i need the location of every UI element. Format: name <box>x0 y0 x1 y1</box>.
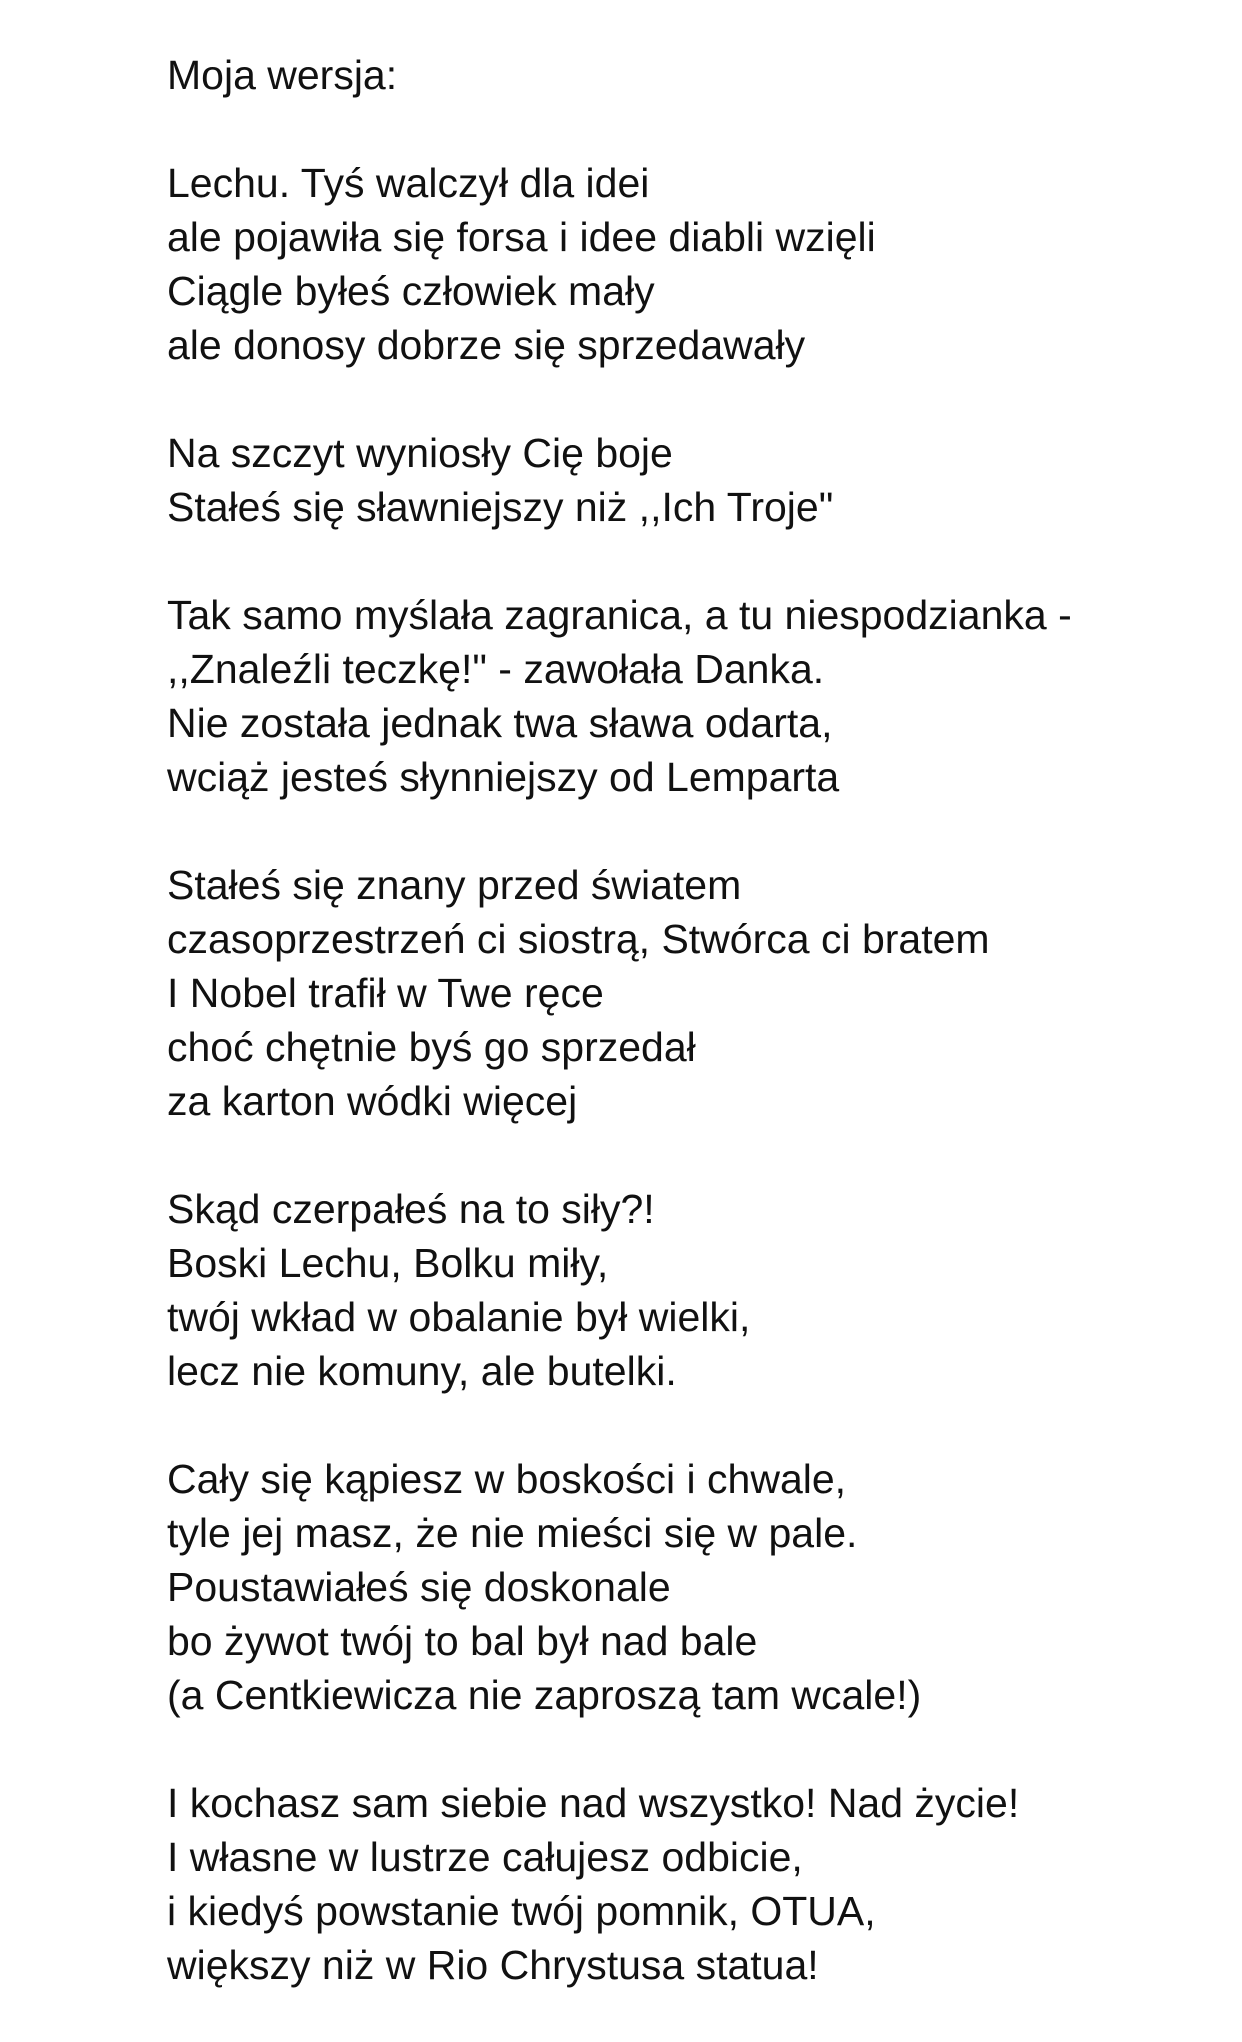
stanza-2 <box>167 426 1242 534</box>
poem-line: bo żywot twój to bal był nad bale <box>167 1618 758 1664</box>
poem-line: Lechu. Tyś walczył dla idei <box>167 160 650 206</box>
poem-line: Na szczyt wyniosły Cię boje <box>167 430 673 476</box>
poem-line: i kiedyś powstanie twój pomnik, OTUA, <box>167 1888 876 1934</box>
poem-line: ,,Znaleźli teczkę!" - zawołała Danka. <box>167 646 825 692</box>
poem-line: Poustawiałeś się doskonale <box>167 1564 671 1610</box>
poem-line: ale pojawiła się forsa i idee diabli wzięli <box>167 214 876 260</box>
stanza-6 <box>167 1452 1242 1722</box>
poem-line: Cały się kąpiesz w boskości i chwale, <box>167 1456 847 1502</box>
poem-line: Stałeś się znany przed światem <box>167 862 742 908</box>
poem-line: I własne w lustrze całujesz odbicie, <box>167 1834 803 1880</box>
poem-body <box>167 156 1242 1992</box>
poem-line: choć chętnie byś go sprzedał <box>167 1024 696 1070</box>
poem-line: I Nobel trafił w Twe ręce <box>167 970 604 1016</box>
stanza-7 <box>167 1776 1242 1992</box>
poem-line: Ciągle byłeś człowiek mały <box>167 268 655 314</box>
poem-line: czasoprzestrzeń ci siostrą, Stwórca ci bratem <box>167 916 990 962</box>
stanza-4 <box>167 858 1242 1128</box>
poem-line: (a Centkiewicza nie zaproszą tam wcale!) <box>167 1672 922 1718</box>
stanza-1 <box>167 156 1242 372</box>
poem-line: Boski Lechu, Bolku miły, <box>167 1240 609 1286</box>
poem-line: za karton wódki więcej <box>167 1078 578 1124</box>
poem-line: tyle jej masz, że nie mieści się w pale. <box>167 1510 858 1556</box>
stanza-3 <box>167 588 1242 804</box>
poem-line: wciąż jesteś słynniejszy od Lemparta <box>167 754 840 800</box>
poem-heading: Moja wersja: <box>167 52 398 98</box>
poem-line: lecz nie komuny, ale butelki. <box>167 1348 677 1394</box>
poem-line: ale donosy dobrze się sprzedawały <box>167 322 806 368</box>
poem-line: Nie została jednak twa sława odarta, <box>167 700 833 746</box>
stanza-5 <box>167 1182 1242 1398</box>
poem-line: Tak samo myślała zagranica, a tu niespodzianka - <box>167 592 1072 638</box>
poem-line: większy niż w Rio Chrystusa statua! <box>167 1942 819 1988</box>
poem-line: Stałeś się sławniejszy niż ,,Ich Troje" <box>167 484 834 530</box>
poem-line: twój wkład w obalanie był wielki, <box>167 1294 751 1340</box>
poem-line: Skąd czerpałeś na to siły?! <box>167 1186 655 1232</box>
poem-line: I kochasz sam siebie nad wszystko! Nad życie! <box>167 1780 1020 1826</box>
